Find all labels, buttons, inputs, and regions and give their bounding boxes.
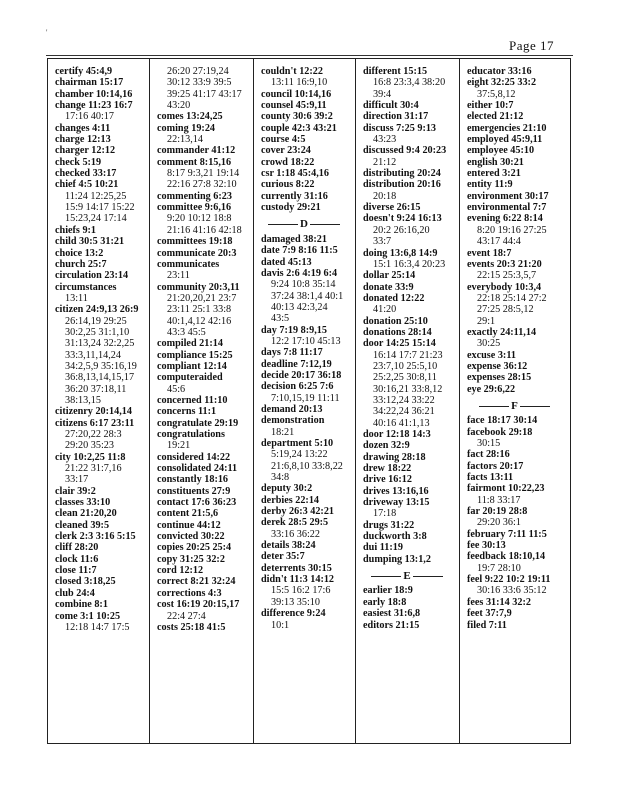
index-entry: derby 26:3 42:21 (261, 506, 335, 518)
index-entry: clean 21:20,20 (55, 508, 117, 520)
index-entry: entity 11:9 (467, 179, 513, 191)
index-column-3 (254, 59, 356, 743)
index-entry: face 18:17 30:14 (467, 415, 538, 427)
index-entry: considered 14:22 (157, 451, 231, 463)
index-entry: direction 31:17 (363, 111, 429, 123)
index-entry: dumping 13:1,2 (363, 553, 431, 565)
index-entry: day 7:19 8:9,15 (261, 324, 327, 336)
index-entry-continuation: 23:7,10 25:5,10 (373, 360, 438, 372)
index-entry: citizenry 20:14,14 (55, 406, 132, 418)
index-entry: english 30:21 (467, 156, 524, 168)
index-entry: club 24:4 (55, 587, 95, 599)
index-entry: cord 12:12 (157, 565, 204, 577)
index-entry: driveway 13:15 (363, 497, 430, 509)
index-entry-continuation: 36:20 37:18,11 (65, 383, 127, 395)
index-entry: dozen 32:9 (363, 440, 410, 452)
index-entry-continuation: 40:16 41:1,13 (373, 417, 430, 429)
letter-section-heading: F (467, 401, 570, 412)
index-entry-continuation: 12:2 17:10 45:13 (271, 335, 341, 347)
index-entry-continuation: 15:9 14:17 15:22 (65, 202, 135, 214)
index-entry: citizen 24:9,13 26:9 (55, 304, 139, 316)
index-entry: coming 19:24 (157, 122, 216, 134)
index-entry-continuation: 8:20 19:16 27:25 (477, 224, 547, 236)
index-entry-continuation: 15:5 16:2 17:6 (271, 585, 331, 597)
index-entry-continuation: 22:16 27:8 32:10 (167, 179, 237, 191)
index-entry: didn't 11:3 14:12 (261, 574, 335, 586)
index-entry: check 5:19 (55, 156, 102, 168)
index-entry: employee 45:10 (467, 145, 535, 157)
index-entry: checked 33:17 (55, 168, 117, 180)
index-entry: commenting 6:23 (157, 190, 232, 202)
index-entry-continuation: 30:16 33:6 35:12 (477, 585, 547, 597)
index-entry: chief 4:5 10:21 (55, 179, 119, 191)
index-entry: congratulate 29:19 (157, 417, 239, 429)
index-entry-continuation: 37:5,8,12 (477, 88, 516, 100)
index-entry: citizens 6:17 23:11 (55, 417, 135, 429)
index-entry-continuation: 34:22,24 36:21 (373, 406, 435, 418)
index-entry: custody 29:21 (261, 202, 321, 214)
index-entry: facts 13:11 (467, 472, 514, 484)
index-entry-continuation: 21:6,8,10 33:8,22 (271, 460, 343, 472)
index-entry: circumstances (55, 281, 117, 293)
index-entry: derek 28:5 29:5 (261, 517, 329, 529)
index-entry: convicted 30:22 (157, 531, 225, 543)
index-entry: days 7:8 11:17 (261, 347, 323, 359)
index-entry: diverse 26:15 (363, 202, 421, 214)
index-entry: evening 6:22 8:14 (467, 213, 543, 225)
index-entry: fairmont 10:22,23 (467, 483, 545, 495)
index-entry: fee 30:13 (467, 540, 506, 552)
index-entry: editors 21:15 (363, 619, 420, 631)
index-entry: february 7:11 11:5 (467, 528, 547, 540)
index-entry-continuation: 11:24 12:25,25 (65, 190, 127, 202)
index-entry: deterrents 30:15 (261, 562, 332, 574)
index-entry-continuation: 43:23 (373, 134, 397, 146)
index-entry: donation 25:10 (363, 315, 428, 327)
index-entry: csr 1:18 45:4,16 (261, 168, 329, 180)
index-column-5 (460, 59, 570, 743)
index-entry-continuation: 26:20 27:19,24 (167, 66, 229, 77)
index-entry: feel 9:22 10:2 19:11 (467, 574, 551, 586)
index-entry: cover 23:24 (261, 145, 311, 157)
index-entry: drugs 31:22 (363, 519, 415, 531)
index-entry: drawing 28:18 (363, 451, 426, 463)
index-entry: clerk 2:3 3:16 5:15 (55, 531, 136, 543)
index-entry: discussed 9:4 20:23 (363, 145, 447, 157)
index-entry-continuation: 31:13,24 32:2,25 (65, 338, 135, 350)
index-entry: cost 16:19 20:15,17 (157, 599, 240, 611)
index-entry: compiled 21:14 (157, 338, 223, 350)
index-entry-continuation: 9:20 10:12 18:8 (167, 213, 232, 225)
index-entry: davis 2:6 4:19 6:4 (261, 267, 338, 279)
index-entry: cleaned 39:5 (55, 519, 110, 531)
index-entry-continuation: 27:25 28:5,12 (477, 304, 534, 316)
index-entry: charger 12:12 (55, 145, 116, 157)
page-number: Page 17 (509, 38, 555, 53)
index-column-4 (356, 59, 460, 743)
index-entry: charge 12:13 (55, 134, 111, 146)
index-entry-continuation: 18:21 (271, 426, 295, 438)
index-entry-continuation: 21:22 31:7,16 (65, 463, 122, 475)
index-entry: currently 31:16 (261, 190, 328, 202)
index-entry-continuation: 33:17 (65, 474, 89, 486)
index-entry-continuation: 38:13,15 (65, 394, 101, 406)
index-entry: contact 17:6 36:23 (157, 497, 237, 509)
index-entry-continuation: 39:4 (373, 88, 392, 100)
index-entry-continuation: 17:16 40:17 (65, 111, 114, 123)
index-entry-continuation: 43:17 44:4 (477, 236, 521, 248)
index-entry: correct 8:21 32:24 (157, 576, 236, 588)
index-entry: everybody 10:3,4 (467, 281, 542, 293)
index-entry: consolidated 24:11 (157, 463, 238, 475)
index-entry: couldn't 12:22 (261, 66, 323, 77)
index-entry-continuation: 5:19,24 13:22 (271, 449, 328, 461)
index-entry: dollar 25:14 (363, 270, 416, 282)
index-entry: donated 12:22 (363, 292, 425, 304)
index-entry: communicate 20:3 (157, 247, 237, 259)
index-entry: constituents 27:9 (157, 485, 231, 497)
index-entry: constantly 18:16 (157, 474, 229, 486)
index-entry: doesn't 9:24 16:13 (363, 213, 442, 225)
index-entry-continuation: 29:1 (477, 315, 496, 327)
index-entry-continuation: 34:2,5,9 35:16,19 (65, 360, 137, 372)
index-entry: decide 20:17 36:18 (261, 369, 342, 381)
index-entry: doing 13:6,8 14:9 (363, 247, 438, 259)
index-entry-continuation: 22:4 27:4 (167, 610, 206, 622)
index-entry: door 12:18 14:3 (363, 429, 431, 440)
index-entry: facebook 29:18 (467, 426, 533, 438)
index-entry: concerned 11:10 (157, 394, 228, 406)
index-entry: eye 29:6,22 (467, 383, 516, 395)
index-entry: city 10:2,25 11:8 (55, 451, 126, 463)
index-entry-continuation: 33:3,11,14,24 (65, 349, 121, 361)
index-entry: chiefs 9:1 (55, 224, 97, 236)
index-entry: church 25:7 (55, 258, 107, 270)
index-entry: choice 13:2 (55, 247, 104, 259)
index-entry: filed 7:11 (467, 619, 507, 631)
index-entry-continuation: 43:3 45:5 (167, 326, 206, 338)
index-entry-continuation: 13:11 (65, 292, 88, 304)
index-entry: feedback 18:10,14 (467, 551, 546, 563)
index-entry: child 30:5 31:21 (55, 236, 125, 248)
index-entry: concerns 11:1 (157, 406, 217, 418)
index-entry-continuation: 30:12 33:9 39:5 (167, 77, 232, 89)
index-entry: come 3:1 10:25 (55, 610, 121, 622)
index-entry: entered 3:21 (467, 168, 521, 180)
index-entry: change 11:23 16:7 (55, 100, 133, 112)
index-entry: environment 30:17 (467, 190, 549, 202)
index-entry-continuation: 21:12 (373, 156, 397, 168)
index-entry-continuation: 36:8,13,14,15,17 (65, 372, 135, 384)
index-entry-continuation: 20:18 (373, 190, 397, 202)
index-entry: congratulations (157, 429, 225, 440)
index-entry-continuation: 34:8 (271, 472, 290, 484)
index-entry-continuation: 25:2,25 30:8,11 (373, 372, 437, 384)
index-entry: community 20:3,11 (157, 281, 240, 293)
index-entry-continuation: 19:21 (167, 440, 191, 452)
letter-section-heading: D (261, 219, 355, 230)
index-entry: clair 39:2 (55, 485, 96, 497)
index-entry: date 7:9 8:16 11:5 (261, 245, 338, 257)
index-entry-continuation: 10:1 (271, 619, 290, 631)
index-entry: different 15:15 (363, 66, 428, 77)
index-entry: donate 33:9 (363, 281, 414, 293)
index-entry: exactly 24:11,14 (467, 326, 537, 338)
index-entry: distribution 20:16 (363, 179, 441, 191)
index-entry-continuation: 39:25 41:17 43:17 (167, 88, 242, 100)
index-entry: drew 18:22 (363, 463, 412, 475)
index-entry: drives 13:16,16 (363, 485, 429, 497)
word-index-grid (47, 58, 571, 744)
index-entry-continuation: 29:20 36:1 (477, 517, 521, 529)
index-entry: circulation 23:14 (55, 270, 129, 282)
index-entry-continuation: 33:12,24 33:22 (373, 394, 435, 406)
index-entry: county 30:6 39:2 (261, 111, 333, 123)
index-entry: computeraided (157, 372, 223, 384)
index-entry-continuation: 16:8 23:3,4 38:20 (373, 77, 446, 89)
index-entry: chamber 10:14,16 (55, 88, 133, 100)
index-entry-continuation: 30:16,21 33:8,12 (373, 383, 443, 395)
index-entry: excuse 3:11 (467, 349, 516, 361)
index-entry: earlier 18:9 (363, 585, 413, 597)
index-entry: certify 45:4,9 (55, 66, 113, 77)
index-entry-continuation: 13:11 16:9,10 (271, 77, 328, 89)
index-entry: committees 19:18 (157, 236, 233, 248)
index-entry: events 20:3 21:20 (467, 258, 542, 270)
index-entry: copies 20:25 25:4 (157, 542, 232, 554)
index-entry-continuation: 30:2,25 31:1,10 (65, 326, 130, 338)
index-entry-continuation: 40:1,4,12 42:16 (167, 315, 232, 327)
index-entry-continuation: 21:20,20,21 23:7 (167, 292, 237, 304)
index-entry: deter 35:7 (261, 551, 305, 563)
index-entry-continuation: 20:2 26:16,20 (373, 224, 430, 236)
index-entry-continuation: 43:5 (271, 313, 290, 325)
index-entry: discuss 7:25 9:13 (363, 122, 437, 134)
index-entry-continuation: 26:14,19 29:25 (65, 315, 127, 327)
index-entry: factors 20:17 (467, 460, 524, 472)
index-entry: expense 36:12 (467, 360, 528, 372)
index-entry: difficult 30:4 (363, 100, 419, 112)
index-entry-continuation: 9:24 10:8 35:14 (271, 279, 336, 291)
index-entry: classes 33:10 (55, 497, 111, 509)
index-entry: fact 28:16 (467, 449, 510, 461)
index-entry: damaged 38:21 (261, 233, 327, 245)
index-entry-continuation: 22:18 25:14 27:2 (477, 292, 547, 304)
index-column-1 (48, 59, 150, 743)
index-entry: costs 25:18 41:5 (157, 621, 226, 633)
index-entry: decision 6:25 7:6 (261, 381, 334, 393)
index-entry: communicates (157, 258, 220, 270)
index-entry: difference 9:24 (261, 608, 326, 620)
index-entry-continuation: 23:11 (167, 270, 190, 282)
index-entry: council 10:14,16 (261, 88, 332, 100)
index-entry: derbies 22:14 (261, 494, 320, 506)
index-entry-continuation: 15:23,24 17:14 (65, 213, 127, 225)
index-entry-continuation: 16:14 17:7 21:23 (373, 349, 443, 361)
index-entry-continuation: 30:15 (477, 438, 501, 449)
index-entry: compliant 12:14 (157, 360, 227, 372)
index-entry: clock 11:6 (55, 553, 99, 565)
corner-mark: ' (46, 28, 48, 37)
index-entry-continuation: 15:1 16:3,4 20:23 (373, 258, 446, 270)
index-entry: details 38:24 (261, 540, 316, 552)
index-entry: closed 3:18,25 (55, 576, 116, 588)
index-entry-continuation: 41:20 (373, 304, 397, 316)
index-entry: either 10:7 (467, 100, 514, 112)
index-entry-continuation: 29:20 35:23 (65, 440, 114, 452)
index-entry: demand 20:13 (261, 403, 323, 415)
index-entry: fees 31:14 32:2 (467, 596, 531, 608)
index-entry: curious 8:22 (261, 179, 315, 191)
index-entry: door 14:25 15:14 (363, 338, 436, 350)
index-entry-continuation: 39:13 35:10 (271, 596, 320, 608)
index-entry: compliance 15:25 (157, 349, 233, 361)
index-entry: elected 21:12 (467, 111, 524, 123)
index-entry: committee 9:6,16 (157, 202, 232, 214)
index-entry-continuation: 23:11 25:1 33:8 (167, 304, 232, 316)
index-entry: content 21:5,6 (157, 508, 219, 520)
index-entry-continuation: 30:25 (477, 338, 501, 350)
index-entry: couple 42:3 43:21 (261, 122, 337, 134)
index-entry: deputy 30:2 (261, 483, 313, 495)
index-entry-continuation: 22:15 25:3,5,7 (477, 270, 537, 282)
index-entry: early 18:8 (363, 596, 407, 608)
index-entry-continuation: 8:17 9:3,21 19:14 (167, 168, 240, 180)
index-entry: changes 4:11 (55, 122, 111, 134)
index-entry: cliff 28:20 (55, 542, 99, 554)
index-entry-continuation: 45:6 (167, 383, 186, 395)
index-entry-continuation: 33:16 36:22 (271, 528, 320, 540)
index-entry: expenses 28:15 (467, 372, 532, 384)
index-entry-continuation: 40:13 42:3,24 (271, 301, 328, 313)
letter-section-heading: E (363, 571, 459, 582)
index-entry-continuation: 43:20 (167, 100, 191, 112)
index-entry: demonstration (261, 415, 325, 427)
index-entry: event 18:7 (467, 247, 512, 259)
index-entry: employed 45:9,11 (467, 134, 543, 146)
index-entry-continuation: 37:24 38:1,4 40:1 (271, 290, 344, 302)
index-entry: drive 16:12 (363, 474, 412, 486)
index-entry: dated 45:13 (261, 256, 312, 268)
index-entry: feet 37:7,9 (467, 608, 512, 620)
index-column-2 (150, 59, 254, 743)
index-entry: chairman 15:17 (55, 77, 124, 89)
index-entry: easiest 31:6,8 (363, 608, 421, 620)
index-entry-continuation: 19:7 28:10 (477, 562, 521, 574)
index-entry: commander 41:12 (157, 145, 236, 157)
index-entry: donations 28:14 (363, 326, 432, 338)
index-entry-continuation: 27:20,22 28:3 (65, 429, 122, 440)
index-entry-continuation: 17:18 (373, 508, 397, 520)
index-entry: dui 11:19 (363, 542, 403, 554)
index-entry: comes 13:24,25 (157, 111, 223, 123)
index-entry: counsel 45:9,11 (261, 100, 327, 112)
index-entry-continuation: 33:7 (373, 236, 392, 248)
index-entry: comment 8:15,16 (157, 156, 232, 168)
index-entry: crowd 18:22 (261, 156, 315, 168)
index-entry-continuation: 21:16 41:16 42:18 (167, 224, 242, 236)
index-entry-continuation: 22:13,14 (167, 134, 203, 146)
index-entry: combine 8:1 (55, 599, 108, 611)
index-entry: eight 32:25 33:2 (467, 77, 537, 89)
index-entry: department 5:10 (261, 438, 334, 449)
index-entry: course 4:5 (261, 134, 306, 146)
index-entry: emergencies 21:10 (467, 122, 547, 134)
index-entry: continue 44:12 (157, 519, 221, 531)
index-entry: copy 31:25 32:2 (157, 553, 225, 565)
index-entry-continuation: 12:18 14:7 17:5 (65, 621, 130, 633)
header-rule (46, 55, 573, 56)
index-entry: distributing 20:24 (363, 168, 441, 180)
index-entry: deadline 7:12,19 (261, 358, 332, 370)
index-entry-continuation: 7:10,15,19 11:11 (271, 392, 340, 404)
index-entry: educator 33:16 (467, 66, 532, 77)
index-entry: environmental 7:7 (467, 202, 547, 214)
index-entry: close 11:7 (55, 565, 97, 577)
index-entry: corrections 4:3 (157, 587, 222, 599)
index-entry: duckworth 3:8 (363, 531, 427, 543)
index-entry-continuation: 11:8 33:17 (477, 494, 521, 506)
index-entry: far 20:19 28:8 (467, 506, 528, 518)
